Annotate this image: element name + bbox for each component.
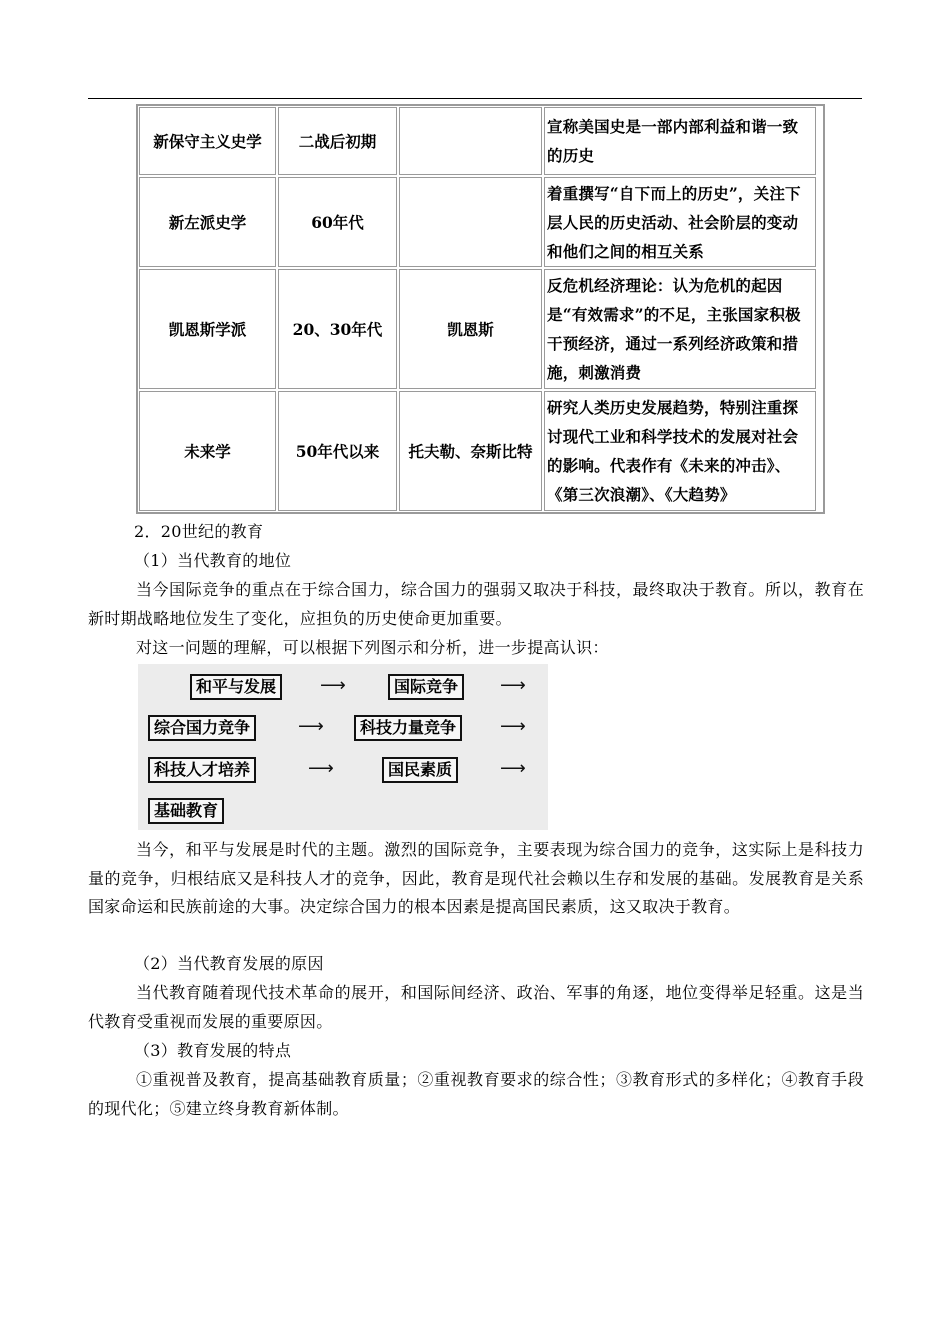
paragraph: 当今，和平与发展是时代的主题。激烈的国际竞争，主要表现为综合国力的竞争，这实际上是科技力量的竞争，归根结底又是科技人才的竞争，因此，教育是现代社会赖以生存和发展的基础。发展教育是关系国家命运和民族前途的大事。决定综合国力的根本因素是提高国民素质，这又取决于教育。 — [88, 840, 864, 916]
paragraph: ①重视普及教育，提高基础教育质量；②重视教育要求的综合性；③教育形式的多样化；④教育手段的现代化；⑤建立终身教育新体制。 — [88, 1070, 864, 1118]
diagram-box: 基础教育 — [148, 798, 224, 824]
period-cell: 60年代 — [278, 177, 397, 267]
diagram-box: 科技力量竞争 — [354, 715, 462, 741]
subsection-title: （2）当代教育发展的原因 — [134, 954, 324, 973]
school-cell: 未来学 — [139, 391, 276, 511]
school-cell: 新保守主义史学 — [139, 107, 276, 175]
school-cell: 新左派史学 — [139, 177, 276, 267]
diagram-box: 和平与发展 — [190, 674, 282, 700]
figure-cell: 凯恩斯 — [399, 269, 542, 389]
diagram-box: 国际竞争 — [388, 674, 464, 700]
description-cell: 研究人类历史发展趋势，特别注重探讨现代工业和科学技术的发展对社会的影响。代表作有《未来的冲击》、《第三次浪潮》、《大趋势》 — [544, 391, 816, 511]
period-cell: 二战后初期 — [278, 107, 397, 175]
figure-cell — [399, 177, 542, 267]
description-cell: 着重撰写“自下而上的历史”，关注下层人民的历史活动、社会阶层的变动和他们之间的相互关系 — [544, 177, 816, 267]
period-cell: 50年代以来 — [278, 391, 397, 511]
paragraph: 对这一问题的理解，可以根据下列图示和分析，进一步提高认识： — [136, 638, 609, 657]
description-cell: 反危机经济理论：认为危机的起因是“有效需求”的不足，主张国家积极干预经济，通过一系列经济政策和措施，刺激消费 — [544, 269, 816, 389]
paragraph: 当今国际竞争的重点在于综合国力，综合国力的强弱又取决于科技，最终取决于教育。所以，教育在新时期战略地位发生了变化，应担负的历史使命更加重要。 — [88, 580, 864, 628]
period-cell: 20、30年代 — [278, 269, 397, 389]
flow-diagram — [138, 664, 548, 830]
paragraph: 当代教育随着现代技术革命的展开，和国际间经济、政治、军事的角逐，地位变得举足轻重。这是当代教育受重视而发展的重要原因。 — [88, 983, 864, 1031]
arrow-icon: ⟶ — [500, 758, 526, 779]
diagram-box: 科技人才培养 — [148, 757, 256, 783]
history-schools-table — [136, 104, 825, 514]
table-row — [138, 106, 823, 176]
figure-cell — [399, 107, 542, 175]
arrow-icon: ⟶ — [308, 758, 334, 779]
arrow-icon: ⟶ — [298, 716, 324, 737]
table-row — [138, 390, 823, 512]
table-row — [138, 268, 823, 390]
subsection-title: （3）教育发展的特点 — [134, 1041, 292, 1060]
header-rule — [88, 98, 862, 99]
school-cell: 凯恩斯学派 — [139, 269, 276, 389]
arrow-icon: ⟶ — [320, 675, 346, 696]
description-cell: 宣称美国史是一部内部利益和谐一致的历史 — [544, 107, 816, 175]
section-title: 2．20世纪的教育 — [134, 522, 264, 541]
subsection-title: （1）当代教育的地位 — [134, 551, 292, 570]
figure-cell: 托夫勒、奈斯比特 — [399, 391, 542, 511]
diagram-box: 国民素质 — [382, 757, 458, 783]
table-row — [138, 176, 823, 268]
arrow-icon: ⟶ — [500, 675, 526, 696]
diagram-box: 综合国力竞争 — [148, 715, 256, 741]
arrow-icon: ⟶ — [500, 716, 526, 737]
